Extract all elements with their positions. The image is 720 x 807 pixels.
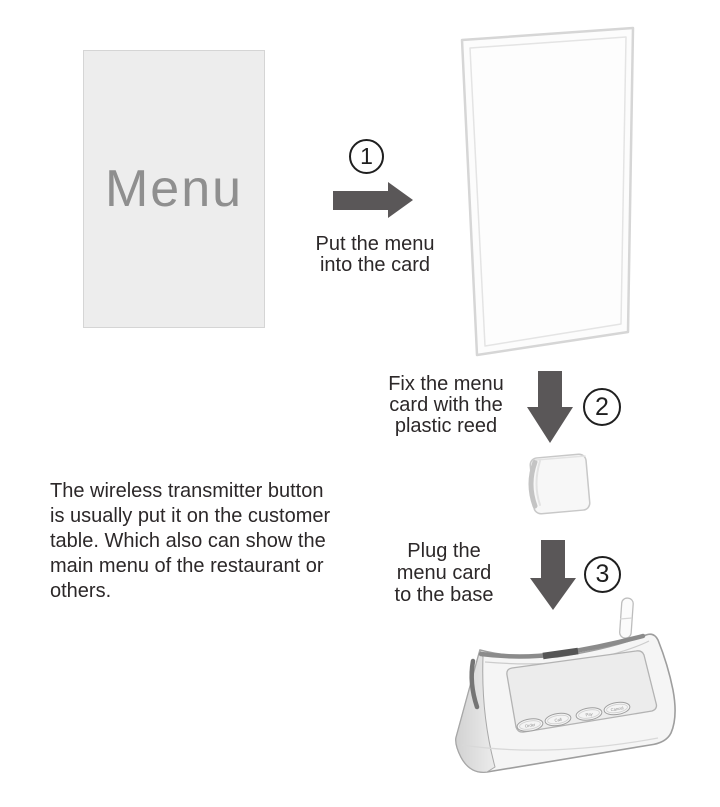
note-line: others. (50, 580, 112, 602)
call-button-label: Call (554, 716, 563, 723)
order-button-label: Order (524, 721, 536, 729)
caption-line: Fix the menu (388, 373, 504, 395)
note-line: The wireless transmitter button (50, 480, 324, 502)
step-1-badge (349, 139, 384, 174)
step-2-badge (583, 388, 621, 426)
step-1-caption (300, 234, 450, 276)
caption-line: to the base (394, 584, 494, 606)
caption-line: into the card (319, 254, 431, 276)
caption-line: plastic reed (394, 415, 498, 437)
note-line: main menu of the restaurant or (50, 555, 324, 577)
step-3-badge (584, 556, 621, 593)
plastic-reed (522, 446, 612, 521)
note-line: is usually put it on the customer (50, 505, 331, 527)
menu-sheet (83, 50, 265, 328)
acrylic-card-holder (448, 20, 673, 365)
arrow-right-icon (332, 180, 416, 222)
caption-line: card with the (389, 394, 503, 416)
note-line: table. Which also can show the (50, 530, 326, 552)
step-2-caption (379, 374, 513, 437)
base-station (450, 595, 715, 800)
step-2-number: 2 (595, 392, 609, 421)
pay-button-label: Pay (585, 711, 594, 718)
cancel-button-label: Cancel (610, 705, 624, 713)
step-3-number: 3 (595, 560, 610, 588)
caption-line: Plug the (407, 540, 481, 562)
caption-line: menu card (396, 562, 492, 584)
arrow-down-icon (526, 369, 576, 447)
caption-line: Put the menu (315, 233, 435, 255)
step-1-number: 1 (360, 143, 373, 169)
menu-sheet-label: Menu (104, 160, 244, 218)
antenna (619, 598, 633, 639)
transmitter-note (50, 479, 362, 604)
